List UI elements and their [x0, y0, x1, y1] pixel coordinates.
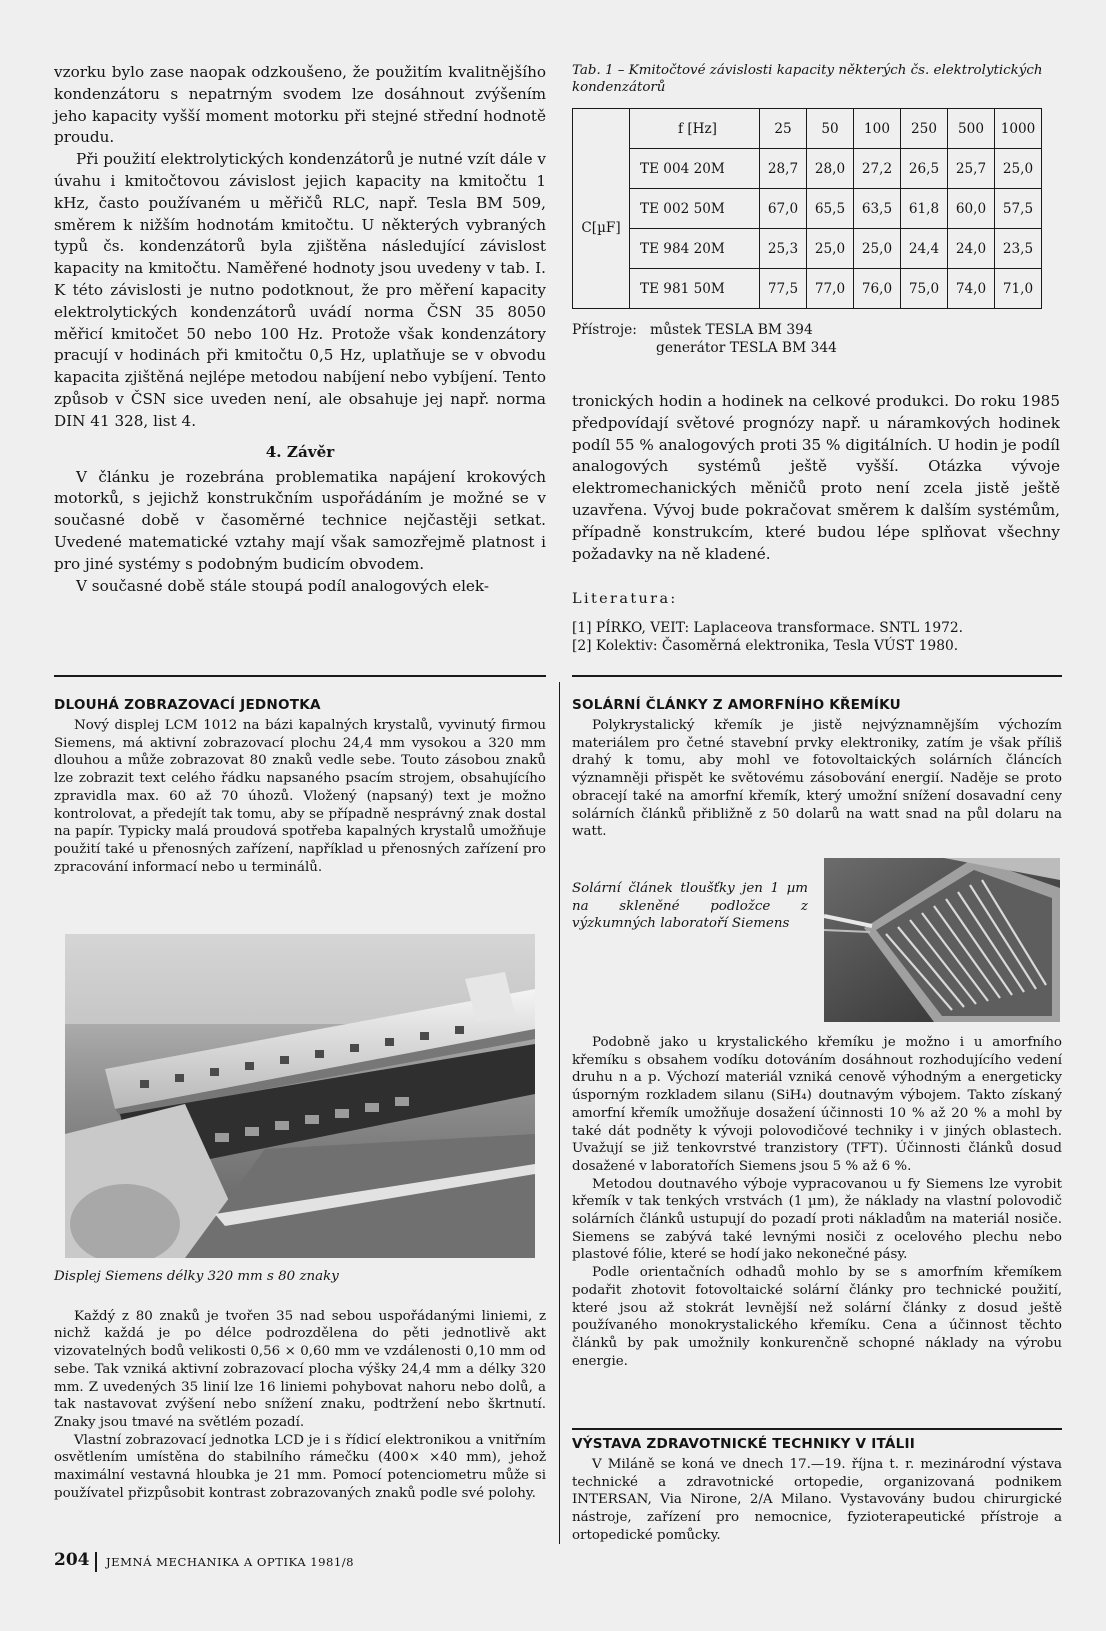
table-value-cell: 57,5	[995, 189, 1042, 229]
table-value-cell: 77,0	[807, 269, 854, 309]
table-value-cell: 67,0	[760, 189, 807, 229]
table-freq-cell: 1000	[995, 109, 1042, 149]
right-column-top	[572, 62, 1060, 655]
display-photo-caption: Displej Siemens délky 320 mm s 80 znaky	[54, 1269, 339, 1284]
table-value-cell: 76,0	[854, 269, 901, 309]
instruments-note	[572, 321, 1060, 361]
horizontal-divider-right	[572, 675, 1062, 677]
table-value-cell: 28,7	[760, 149, 807, 189]
table-value-cell: 60,0	[948, 189, 995, 229]
table-value-cell: 27,2	[854, 149, 901, 189]
literature-item-2: [2] Kolektiv: Časoměrná elektronika, Tesla VÚST 1980.	[572, 638, 959, 655]
article-expo-paragraph-1: V Miláně se koná ve dnech 17.—19. října t. r. mezinárodní výstava technické a zdravotnické ortopedie, organizovaná podnikem INTERSAN, Via Nirone, 2/A Milano. Vystavovány budou chirurgické nástroje, zařízení pro nemocnice, fyzioterapeutické přístroje a ortopedické pomůcky.	[572, 1457, 1062, 1543]
right-paragraph-1: tronických hodin a hodinek na celkové produkci. Do roku 1985 předpovídají světové prognózy např. u náramkových hodinek podíl 55 % analogových proti 35 % digitálních. U hodin je podíl analogových systémů ještě vyšší. Otázka vývoje elektromechanických měničů proto není zcela jistě ještě uzavřena. Vývoj bude pokračovat směrem k dalším systémům, případně konstrukcím, které budou lépe splňovat všechny požadavky na ně kladené.	[572, 392, 1060, 563]
article-solar-paragraph-1: Polykrystalický křemík je jistě nejvýznamnějším výchozím materiálem pro četné stavební prvky elektroniky, zatím je však příliš drahý k tomu, aby mohl ve fotovoltaických solárních článcích významněji přispět ke světovému zásobování energií. Naděje se proto obracejí také na amorfní křemík, který umožní snížení dosavadní ceny solárních článků přibližně z 50 dolarů na watt snad na půl dolaru na watt.	[572, 718, 1062, 840]
article-expo	[572, 1434, 1062, 1545]
article-solar-paragraph-2: Podobně jako u krystalického křemíku je možno i u amorfního křemíku s obsahem vodíku dotováním dosáhnout rozhodujícího vedení druhu n a p. Výchozí materiál vzniká cenově výhodným a energeticky úsporným rozkladem silanu (SiH₄) doutnavým výbojem. Takto získaný amorfní křemík umožňuje dosažení účinnosti 10 % až 20 % a mohl by také dát podněty k vývoji polovodičové techniky i v jiných oblastech. Uvažují se již tenkovrstvé tranzistory (TFT). Účinnosti článků dosud dosažené v laboratořích Siemens jsou 5 % až 6 %.	[572, 1035, 1062, 1174]
literature-title: Literatura:	[572, 591, 678, 608]
page-footer	[54, 1550, 554, 1574]
instrument-bridge: můstek TESLA BM 394	[650, 322, 813, 338]
display-photo-image	[65, 934, 535, 1258]
article-solar-paragraph-3: Metodou doutnavého výboje vypracovanou u fy Siemens lze vyrobit křemík v tak tenkých vrstvách (1 µm), že náklady na vlastní polovodič solárních článků ustupují do pozadí proti nákladům na materiál nosiče. Siemens se zabývá také levnými nosiči z ocelového plechu nebo plastové fólie, které se hodí jako nekonečné pásy.	[572, 1176, 1062, 1263]
instruments-label: Přístroje:	[572, 322, 637, 338]
table-value-cell: 61,8	[901, 189, 948, 229]
table-freq-cell: 500	[948, 109, 995, 149]
table-value-cell: 24,4	[901, 229, 948, 269]
table-row	[573, 149, 1042, 189]
article-display-title: DLOUHÁ ZOBRAZOVACÍ JEDNOTKA	[54, 697, 321, 713]
solar-cell-image	[824, 858, 1060, 1022]
left-paragraph-1: vzorku bylo zase naopak odzkoušeno, že použitím kvalitnějšího kondenzátoru s nepatrným svodem lze dosáhnout zvýšením jeho kapacity vyšší moment motorku při stejné střední hodnotě proudu.	[54, 63, 546, 147]
table-value-cell: 74,0	[948, 269, 995, 309]
table-type-cell: TE 004 20M	[630, 149, 760, 189]
table-type-cell: TE 984 20M	[630, 229, 760, 269]
table-row	[573, 189, 1042, 229]
table-value-cell: 28,0	[807, 149, 854, 189]
table-caption: Tab. 1 – Kmitočtové závislosti kapacity některých čs. elektrolytických kondenzátorů	[572, 63, 1043, 95]
solar-photo-caption: Solární článek tloušťky jen 1 µm na skleněné podložce z výzkumných laboratoří Siemens	[572, 881, 808, 932]
left-column-top	[54, 62, 546, 597]
vertical-divider	[559, 682, 560, 1544]
left-paragraph-2: Při použití elektrolytických kondenzátorů je nutné vzít dále v úvahu i kmitočtovou závislost jejich kapacity na kmitočtu 1 kHz, často používaném u měřičů RLC, např. Tesla BM 509, směrem k nižším hodnotám kmitočtu. U některých vybraných typů čs. kondenzátorů byla zjištěna následující závislost kapacity na kmitočtu. Naměřené hodnoty jsou uvedeny v tab. I. K této závislosti je nutno podotknout, že pro měření kapacity elektrolytických kondenzátorů uvádí norma ČSN 35 8050 měřicí kmitočet 50 nebo 100 Hz. Protože však kondenzátory pracují v hodinách při kmitočtu 0,5 Hz, uplatňuje se v obvodu kapacita zjištěná nejlépe metodou nabíjení nebo vybíjení. Tento způsob v ČSN sice uveden není, ale obsahuje jej např. norma DIN 41 328, list 4.	[54, 150, 546, 430]
article-solar	[572, 695, 1062, 841]
table-value-cell: 26,5	[901, 149, 948, 189]
table-value-cell: 63,5	[854, 189, 901, 229]
table-header-row	[573, 109, 1042, 149]
table-unit-label: C[µF]	[573, 149, 630, 309]
table-freq-cell: 50	[807, 109, 854, 149]
table-value-cell: 25,7	[948, 149, 995, 189]
table-value-cell: 75,0	[901, 269, 948, 309]
instrument-generator: generátor TESLA BM 344	[656, 340, 837, 356]
solar-cell-photo	[824, 858, 1060, 1022]
left-paragraph-4: V současné době stále stoupá podíl analogových elek-	[76, 576, 489, 595]
journal-name: JEMNÁ MECHANIKA A OPTIKA 1981/8	[106, 1555, 355, 1569]
page-number: 204	[54, 1550, 90, 1570]
article-solar-continued	[572, 1034, 1062, 1370]
table-value-cell: 25,0	[854, 229, 901, 269]
table-value-cell: 65,5	[807, 189, 854, 229]
table-freq-cell: 100	[854, 109, 901, 149]
solar-expo-divider	[572, 1428, 1062, 1430]
table-value-cell: 25,3	[760, 229, 807, 269]
table-corner-cell	[573, 109, 630, 149]
article-display-paragraph-3: Vlastní zobrazovací jednotka LCD je i s řídicí elektronikou a vnitřním osvětlením umístěna do stabilního rámečku (400× ×40 mm), jehož maximální vestavná hloubka je 21 mm. Pomocí potenciometru může si používatel přizpůsobit kontrast zobrazovaných znaků podle své polohy.	[54, 1432, 546, 1501]
article-display	[54, 695, 546, 876]
article-display-paragraph-2: Každý z 80 znaků je tvořen 35 nad sebou uspořádanými liniemi, z nichž každá je po délce podrozdělena do pěti jednotlivě akt vizovatelných bodů velikosti 0,56 × 0,60 mm ve vzdálenosti 0,10 mm od sebe. Tak vzniká aktivní zobrazovací plocha výšky 24,4 mm a délky 320 mm. Z uvedených 35 linií lze 16 liniemi pohybovat nahoru nebo dolů, a tak nastavovat zvýšení nebo snížení znaku, podtržení nebo škrtnutí. Znaky jsou tmavé na světlém pozadí.	[54, 1308, 546, 1430]
table-row	[573, 229, 1042, 269]
table-value-cell: 25,0	[995, 149, 1042, 189]
horizontal-divider-left	[54, 675, 546, 677]
section-heading-conclusion: 4. Závěr	[265, 442, 335, 461]
literature-item-1: [1] PÍRKO, VEIT: Laplaceova transformace. SNTL 1972.	[572, 620, 964, 637]
article-solar-paragraph-4: Podle orientačních odhadů mohlo by se s amorfním křemíkem podařit zhotovit fotovoltaické solární články pro technické použití, které jsou až stokrát levnější než solární články z dosud ještě používaného monokrystalického křemíku. Cena a účinnost těchto článků by pak umožnily konkurenčně schopné náklady na výrobu energie.	[572, 1265, 1062, 1369]
table-type-cell: TE 002 50M	[630, 189, 760, 229]
article-display-continued	[54, 1268, 546, 1502]
table-freq-cell: 250	[901, 109, 948, 149]
table-value-cell: 24,0	[948, 229, 995, 269]
table-freq-cell: 25	[760, 109, 807, 149]
table-value-cell: 25,0	[807, 229, 854, 269]
footer-separator	[95, 1552, 97, 1572]
display-photo	[65, 934, 535, 1258]
article-expo-title: VÝSTAVA ZDRAVOTNICKÉ TECHNIKY V ITÁLII	[572, 1436, 915, 1452]
table-row	[573, 269, 1042, 309]
capacity-frequency-table	[572, 108, 1042, 309]
table-value-cell: 77,5	[760, 269, 807, 309]
table-value-cell: 23,5	[995, 229, 1042, 269]
table-type-cell: TE 981 50M	[630, 269, 760, 309]
table-value-cell: 71,0	[995, 269, 1042, 309]
table-header-label: f [Hz]	[630, 109, 760, 149]
article-solar-title: SOLÁRNÍ ČLÁNKY Z AMORFNÍHO KŘEMÍKU	[572, 697, 901, 713]
article-display-paragraph-1: Nový displej LCM 1012 na bázi kapalných krystalů, vyvinutý firmou Siemens, má aktivní zobrazovací plochu 24,4 mm vysokou a 320 mm dlouhou a může zobrazovat 80 znaků vedle sebe. Touto zásobou znaků lze zobrazit text celého řádku napsaného psacím strojem, obsahujícího zpravidla max. 60 až 70 úhozů. Vložený (napsaný) text je možno kontrolovat, a předejít tak tomu, aby se případně nesprávný znak dostal na papír. Typicky malá proudová spotřeba kapalných krystalů umožňuje použití také u přenosných zařízení, například u přenosných zařízení pro zpracování informací nebo u terminálů.	[54, 718, 546, 875]
left-paragraph-3: V článku je rozebrána problematika napájení krokových motorků, s jejichž konstrukčním uspořádáním je možné se v současné době v časoměrné technice nejčastěji setkat. Uvedené matematické vztahy mají však samozřejmě platnost i pro jiné systémy s podobným budicím obvodem.	[54, 467, 546, 573]
